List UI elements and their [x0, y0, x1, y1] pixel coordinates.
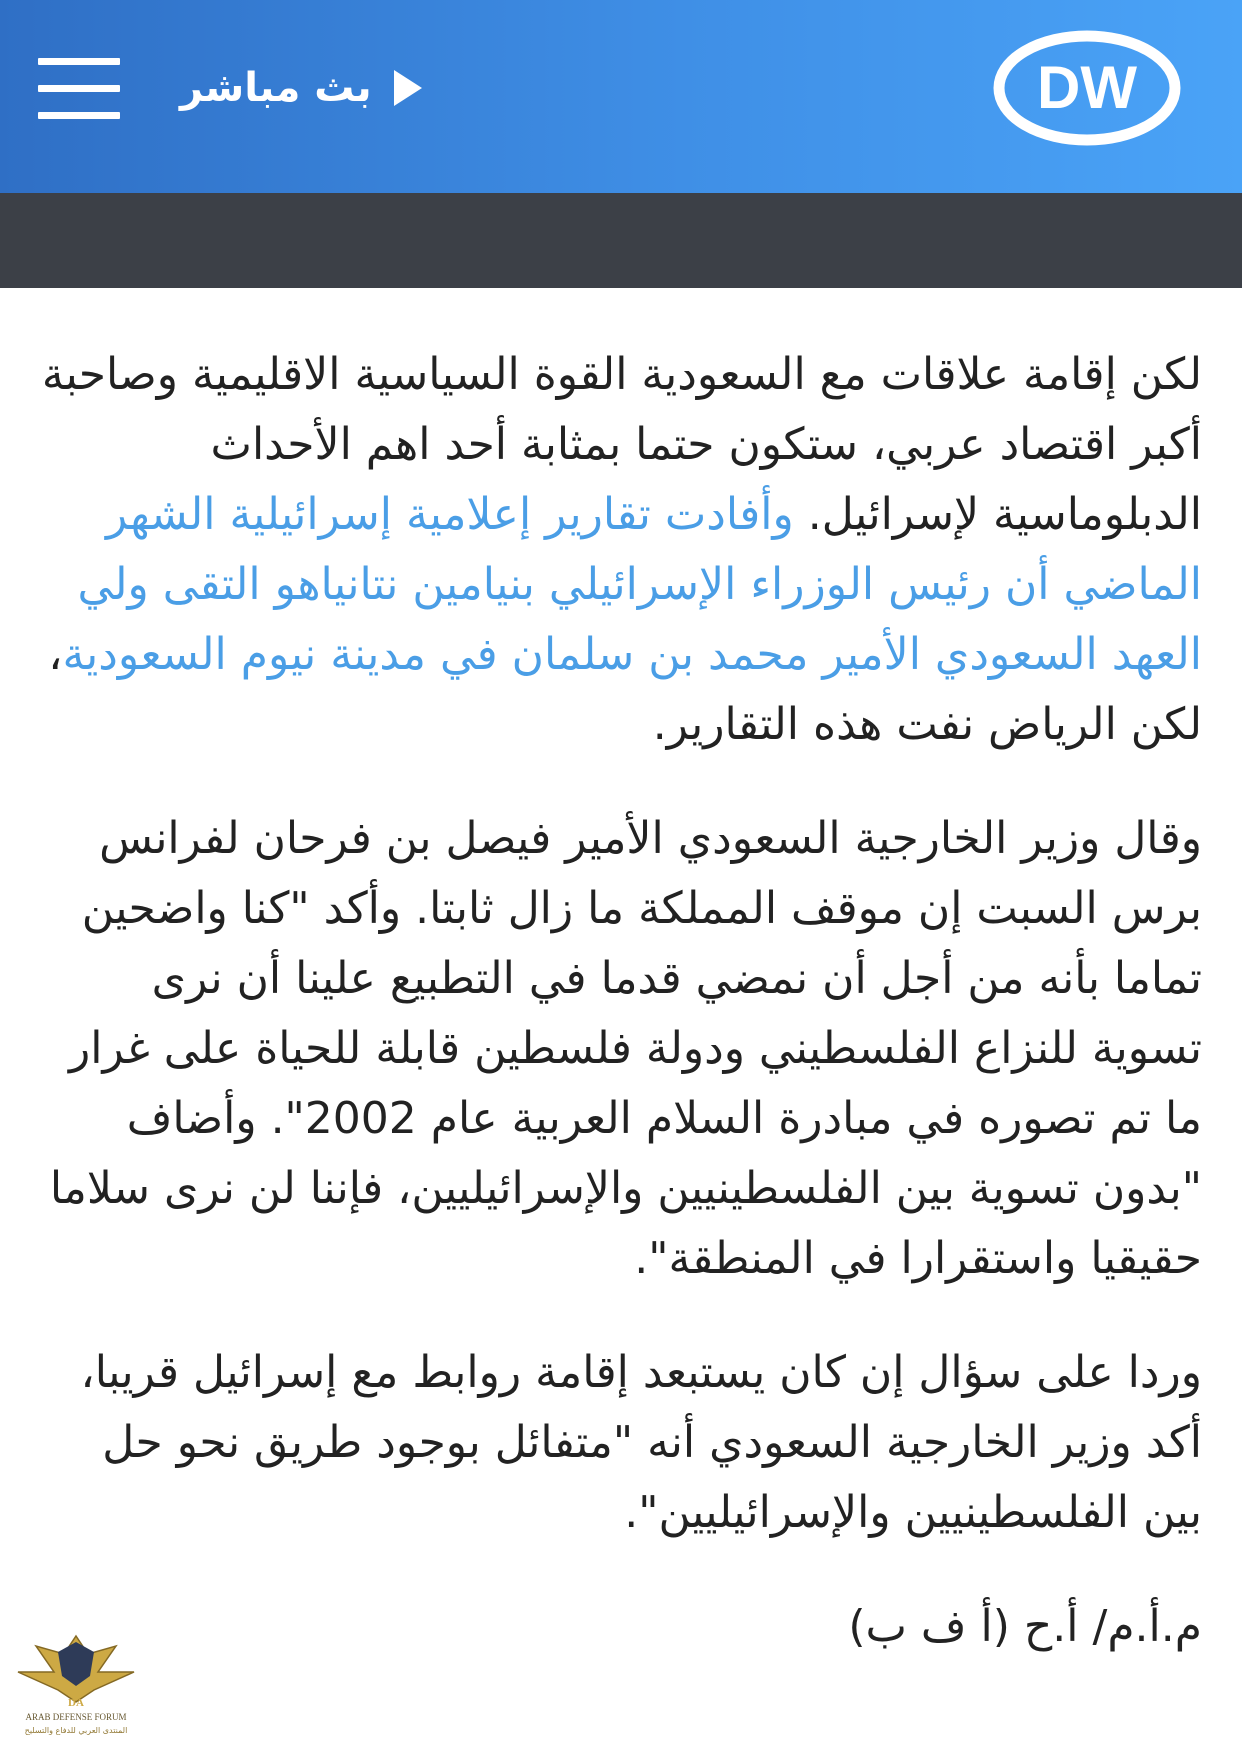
live-stream-button[interactable] — [180, 58, 422, 118]
article-body — [40, 340, 1202, 1706]
paragraph-1-text: لكن إقامة علاقات مع السعودية القوة السياسية الاقليمية وصاحبة أكبر اقتصاد عربي، ستكون حتما بمثابة أحد اهم الأحداث الدبلوماسية لإسرائيل. — [41, 349, 1202, 540]
neom-link[interactable]: مدينة نيوم السعودية — [62, 629, 426, 680]
article-paragraph-2: وقال وزير الخارجية السعودي الأمير فيصل بن فرحان لفرانس برس السبت إن موقف المملكة ما زال ثابتا. وأكد "كنا واضحين تماما بأنه من أجل أن نمضي قدما في التطبيع علينا أن نرى تسوية للنزاع الفلسطيني ودولة فلسطين قابلة للحياة على غرار ما تم تصوره في مبادرة السلام العربية عام 2002". وأضاف "بدون تسوية بين الفلسطينيين والإسرائيليين، فإننا لن نرى سلاما حقيقيا واستقرارا في المنطقة". — [49, 813, 1202, 1284]
play-icon — [394, 70, 422, 106]
article-paragraph-3: وردا على سؤال إن كان يستبعد إقامة روابط مع إسرائيل قريبا، أكد وزير الخارجية السعودي أنه "متفائل بوجود طريق نحو حل بين الفلسطينيين والإسرائيليين". — [80, 1347, 1202, 1538]
hamburger-menu-icon[interactable] — [38, 58, 120, 120]
forum-watermark-logo — [6, 1632, 146, 1740]
dw-logo[interactable] — [990, 28, 1185, 148]
dw-logo-text: DW — [1037, 54, 1137, 121]
watermark-line2: المنتدى العربي للدفاع والتسليح — [24, 1726, 128, 1735]
article-credit: م.أ.م/ أ.ح (أ ف ب) — [848, 1601, 1202, 1652]
live-stream-label: بث مباشر — [180, 65, 372, 111]
watermark-line1: ARAB DEFENSE FORUM — [25, 1712, 127, 1722]
navigation-subbar — [0, 193, 1242, 288]
top-header — [0, 0, 1242, 193]
article-paragraph-1 — [40, 340, 1202, 760]
paragraph-1-tail: ، لكن الرياض نفت هذه التقارير. — [48, 629, 1202, 750]
reports-link[interactable]: وأفادت تقارير إعلامية إسرائيلية الشهر الماضي أن رئيس الوزراء الإسرائيلي بنيامين نتانياهو التقى ولي العهد السعودي الأمير محمد بن سلمان في — [77, 489, 1202, 680]
svg-text:DA: DA — [68, 1697, 84, 1709]
